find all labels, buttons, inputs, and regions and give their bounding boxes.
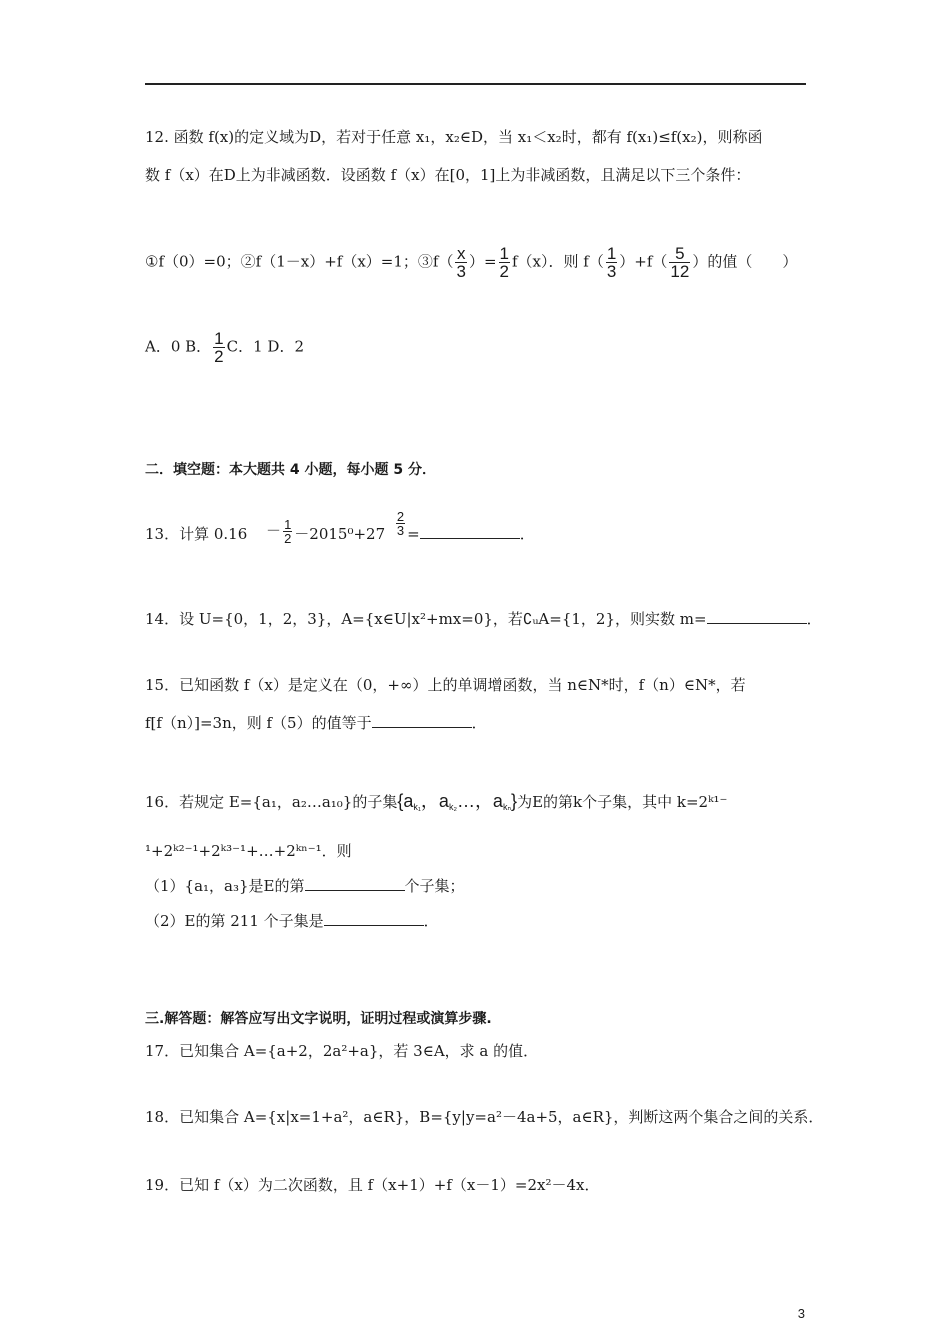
q13-exponent-1: － $\frac{1}{2}$ [266,516,292,546]
q12-conditions [145,245,797,280]
q12-cond-c: f（x）．则 f（ [511,252,604,271]
q12-option-a: A．0 B． [145,337,212,356]
q19: 19．已知 f（x）为二次函数，且 f（x+1）+f（x－1）=2x²－4x． [145,1176,600,1194]
q16-sub1: （1）{a₁，a₃}是E的第 个子集； [145,877,465,895]
q14-text: 14．设 U={0，1，2，3}，A={x∈U|x²+mx=0}，若∁ᵤA={1，2}，则实数 m= [145,610,707,628]
q13-prefix: 13．计算 0.16 [145,525,248,543]
q16-subset-notation: {$a_{k_1}$，$a_{k_2}\dots$，$a_{k_n}$} [397,791,518,812]
q12-cond-b: ）= [468,252,497,271]
q16-sub1-blank[interactable] [305,876,405,891]
q14-answer-blank[interactable] [707,609,807,624]
q16-line1: 16．若规定 E={a₁，a₂…a₁₀}的子集{$a_{k_1}$，$a_{k_2}\dots$，$a_{k_n}$}为E的第k个子集，其中 k=2ᵏ¹⁻ [145,791,728,812]
q15-answer-blank[interactable] [372,713,472,728]
section-2-heading: 二．填空题：本大题共 4 小题，每小题 5 分． [145,462,436,478]
section-3-heading: 三.解答题：解答应写出文字说明，证明过程或演算步骤. [145,1011,492,1027]
q16-sub2-blank[interactable] [324,911,424,926]
q16-line2: ¹+2ᵏ²⁻¹+2ᵏ³⁻¹+…+2ᵏⁿ⁻¹．则 [145,842,352,860]
page-number: 3 [797,1306,805,1321]
option-fraction-1-2: $\frac{1}{2}$ [214,329,224,366]
header-rule [145,83,806,85]
q13-equals: = [407,525,420,543]
fraction-x-3: $\frac{x}{3}$ [456,244,466,281]
q12-cond-d: ）+f（ [619,252,668,271]
q13-answer-blank[interactable] [420,524,520,539]
q13-exponent-2: $\frac{2}{3}$ [396,509,405,538]
q12-line2: 数 f（x）在D上为非减函数．设函数 f（x）在[0，1]上为非减函数，且满足以下三个条件： [145,166,751,184]
fraction-5-12: $\frac{5}{12}$ [670,244,690,281]
q12-cond-a: ①f（0）=0；②f（1－x）+f（x）=1；③f（ [145,252,454,271]
fraction-1-3: $\frac{1}{3}$ [606,244,617,281]
q17: 17．已知集合 A={a+2，2a²+a}，若 3∈A，求 a 的值． [145,1042,539,1060]
q12-line1: 12. 函数 f(x)的定义域为D，若对于任意 x₁，x₂∈D，当 x₁＜x₂时，都有 f(x₁)≤f(x₂)，则称函 [145,128,763,146]
q18: 18．已知集合 A={x|x=1+a²，a∈R}，B={y|y=a²－4a+5，a∈R}，判断这两个集合之间的关系． [145,1108,824,1126]
q14: 14．设 U={0，1，2，3}，A={x∈U|x²+mx=0}，若∁ᵤA={1，2}，则实数 m= ． [145,610,822,628]
q15-line1: 15．已知函数 f（x）是定义在（0，+∞）上的单调增函数，当 n∈N*时，f（n）∈N*，若 [145,676,746,694]
q13: 13．计算 0.16 － $\frac{1}{2}$ －2015⁰+27 $\frac{2}{3}$ = ． [145,509,535,546]
q13-middle: －2015⁰+27 [294,525,386,543]
q16-sub2: （2）E的第 211 个子集是 ． [145,912,439,930]
q12-option-b: C．1 D．2 [226,337,304,356]
fraction-1-2: $\frac{1}{2}$ [499,244,509,281]
q15-line2: f[f（n）]=3n，则 f（5）的值等于 ． [145,714,487,732]
q12-cond-e: ）的值（ ） [692,252,798,271]
q12-options [145,330,304,365]
